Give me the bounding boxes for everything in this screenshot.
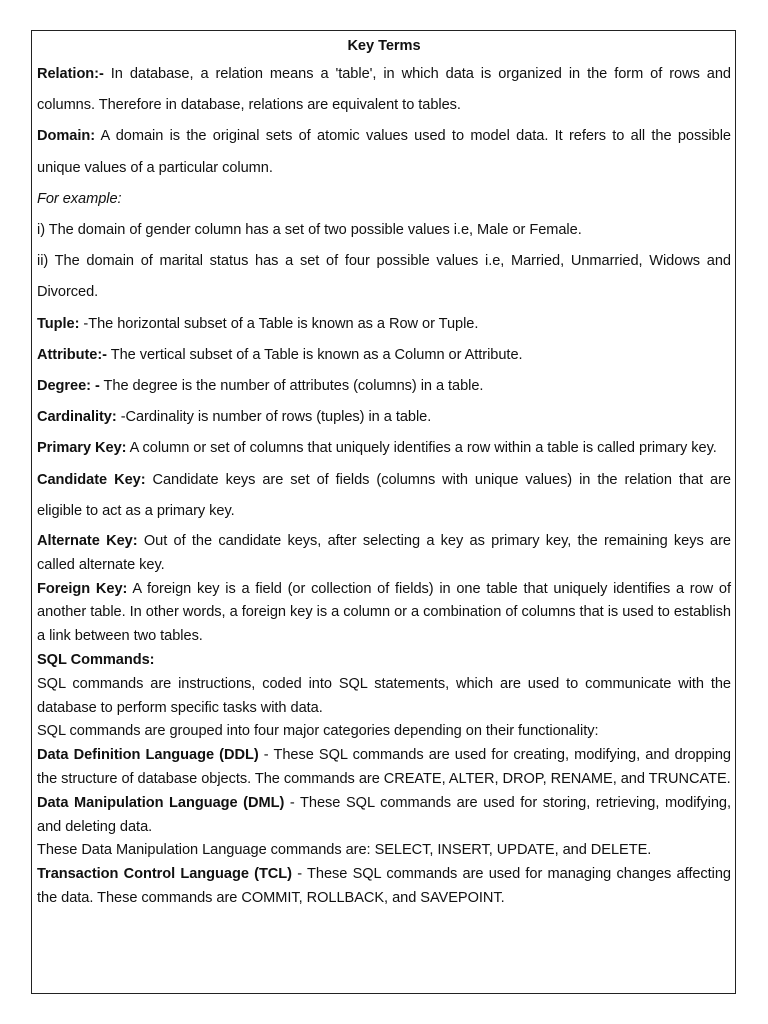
attribute-term: Attribute:- <box>37 346 107 363</box>
ddl-text: - These SQL commands are used for creating, modifying, and dropping the structure of database objects. The commands are CREATE, ALTER, DROP, RENAME, and TRUNCATE. <box>37 747 731 788</box>
relation-text: In database, a relation means a 'table', in which data is organized in the form of rows and columns. Therefore in database, relations are equivalent to tables. <box>37 66 731 114</box>
foreign-key-text: A foreign key is a field (or collection of fields) in one table that uniquely identifies a row of another table. In other words, a foreign key is a column or a combination of columns that is used to establish a link between two tables. <box>37 580 731 645</box>
cardinality-term: Cardinality: <box>37 409 117 426</box>
alternate-key-text: Out of the candidate keys, after selecting a key as primary key, the remaining keys are called alternate key. <box>37 533 731 573</box>
degree-definition <box>37 371 731 402</box>
dml-definition <box>37 792 731 840</box>
for-example-label: For example: <box>37 190 122 207</box>
ddl-definition <box>37 744 731 792</box>
domain-text: A domain is the original sets of atomic values used to model data. It refers to all the possible unique values of a particular column. <box>37 128 731 176</box>
candidate-key-text: Candidate keys are set of fields (columns with unique values) in the relation that are eligible to act as a primary key. <box>37 471 731 519</box>
degree-term: Degree: - <box>37 378 100 395</box>
key-terms-box <box>31 30 736 994</box>
tuple-text: -The horizontal subset of a Table is known as a Row or Tuple. <box>79 315 479 332</box>
dml-text: - These SQL commands are used for storing, retrieving, modifying, and deleting data. <box>37 794 731 835</box>
tcl-term: Transaction Control Language (TCL) <box>37 866 292 883</box>
sql-commands-heading: SQL Commands: <box>37 652 155 669</box>
candidate-key-definition <box>37 465 731 527</box>
domain-definition <box>37 121 731 183</box>
primary-key-definition <box>37 433 731 464</box>
primary-key-text: A column or set of columns that uniquely identifies a row within a table is called primary key. <box>126 440 717 457</box>
primary-key-term: Primary Key: <box>37 440 127 457</box>
sql-paragraph-1: SQL commands are instructions, coded into SQL statements, which are used to communicate with the database to perform specific tasks with data. <box>37 675 731 716</box>
key-terms-content <box>37 31 731 911</box>
example-1: i) The domain of gender column has a set of two possible values i.e, Male or Female. <box>37 222 582 239</box>
tcl-definition <box>37 863 731 911</box>
cardinality-text: -Cardinality is number of rows (tuples) in a table. <box>116 409 432 426</box>
relation-definition <box>37 59 731 121</box>
domain-term: Domain: <box>37 128 96 145</box>
example-2: ii) The domain of marital status has a set of four possible values i.e, Married, Unmarried, Widows and Divorced. <box>37 253 731 301</box>
foreign-key-term: Foreign Key: <box>37 580 128 597</box>
attribute-definition <box>37 340 731 371</box>
tcl-text: - These SQL commands are used for managing changes affecting the data. These commands are COMMIT, ROLLBACK, and SAVEPOINT. <box>37 866 731 906</box>
alternate-key-term: Alternate Key: <box>37 533 138 550</box>
tuple-definition <box>37 309 731 340</box>
cardinality-definition <box>37 402 731 433</box>
dml-commands: These Data Manipulation Language commands are: SELECT, INSERT, UPDATE, and DELETE. <box>37 842 652 859</box>
foreign-key-definition <box>37 578 731 649</box>
tuple-term: Tuple: <box>37 315 80 332</box>
page-title: Key Terms <box>347 38 421 54</box>
alternate-key-definition <box>37 530 731 578</box>
relation-term: Relation:- <box>37 66 104 82</box>
attribute-text: The vertical subset of a Table is known as a Column or Attribute. <box>106 346 523 363</box>
dml-term: Data Manipulation Language (DML) <box>37 794 285 811</box>
candidate-key-term: Candidate Key: <box>37 471 146 488</box>
ddl-term: Data Definition Language (DDL) <box>37 747 259 764</box>
sql-paragraph-2: SQL commands are grouped into four major categories depending on their functionality: <box>37 723 599 740</box>
degree-text: The degree is the number of attributes (columns) in a table. <box>99 378 484 395</box>
